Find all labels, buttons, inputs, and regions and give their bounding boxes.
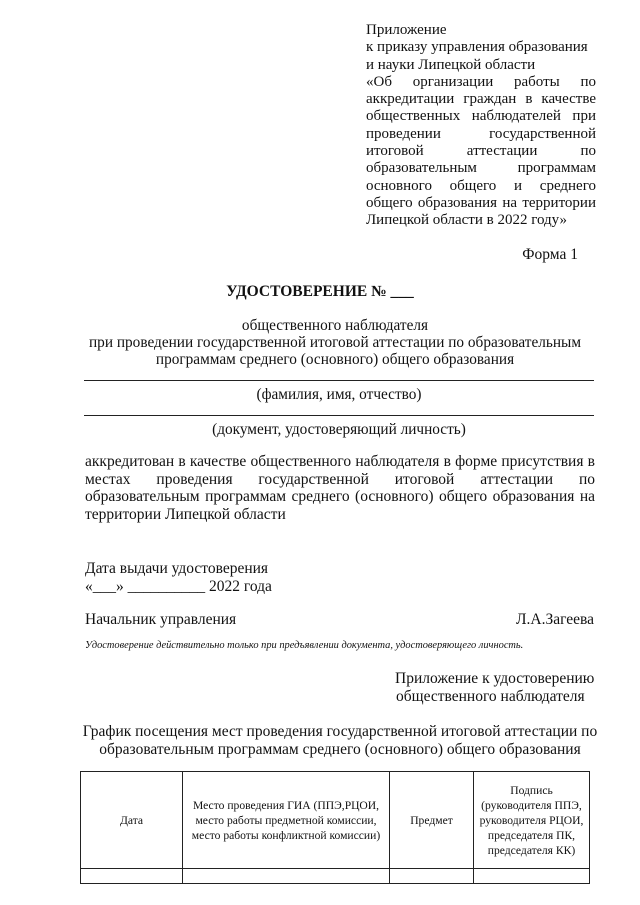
annex-line: общественных наблюдателей при [366,108,596,125]
validity-note: Удостоверение действительно только при предъявлении документа, удостоверяющего личность. [85,640,524,651]
annex-line: «Об организации работы по [366,73,596,90]
schedule-title-line: График посещения мест проведения государственной итоговой аттестации по [82,723,598,740]
fio-fill-line [84,380,594,381]
annex-line: Приложение [366,22,447,38]
issue-date-label: Дата выдачи удостоверения [85,560,269,577]
header-place: Место проведения ГИА (ППЭ,РЦОИ, место работы предметной комиссии, место работы конфликтной комиссии) [183,772,390,869]
subtitle-line: общественного наблюдателя [241,317,429,334]
table-cell [390,869,474,884]
header-date: Дата [81,772,183,869]
table-cell [81,869,183,884]
subtitle-line: программам среднего (основного) общего образования [155,351,515,369]
document-fill-line [84,415,594,416]
issue-date-line: «___» __________ 2022 года [85,577,272,595]
accreditation-text: аккредитован в качестве общественного наблюдателя в форме присутствия в местах проведения государственной итоговой аттестации по образовательным программам среднего (основного) общего образования на территории Липецкой области [85,453,595,523]
issue-date-block [85,560,272,596]
annex-line: общего образования на территории [366,194,596,211]
annex-line: Липецкой области в 2022 году» [366,212,568,229]
annex-line: аккредитации граждан в качестве [366,91,596,108]
subtitle-line: при проведении государственной итоговой аттестации по образовательным [88,334,582,352]
annex-header [366,22,596,230]
appendix-line: общественного наблюдателя [396,687,585,705]
appendix-line: Приложение к удостоверению [395,670,595,687]
header-signature: Подпись (руководителя ППЭ, руководителя РЦОИ, председателя ПК, председателя КК) [474,772,590,869]
annex-line: образовательным программам [366,160,596,177]
signatory-name: Л.А.Загеева [515,611,594,628]
form-label: Форма 1 [522,246,578,263]
annex-line: проведении государственной [366,125,596,142]
schedule-title-line: образовательным программам среднего (основного) общего образования [99,740,581,758]
table-header-row [81,772,590,869]
table-cell [183,869,390,884]
schedule-table [80,771,590,884]
document-caption: (документ, удостоверяющий личность) [212,421,466,438]
table-cell [474,869,590,884]
appendix-header [395,670,594,706]
fio-caption: (фамилия, имя, отчество) [256,386,422,403]
table-row [81,869,590,884]
annex-line: к приказу управления образования [366,39,588,56]
certificate-title: УДОСТОВЕРЕНИЕ № ___ [226,283,414,300]
annex-line: основного общего и среднего [366,177,596,194]
certificate-subtitle [70,317,600,369]
header-subject: Предмет [390,772,474,869]
annex-line: итоговой аттестации по [366,143,596,160]
schedule-title [75,723,605,758]
annex-line: и науки Липецкой области [366,56,536,73]
signatory-role: Начальник управления [85,611,237,628]
